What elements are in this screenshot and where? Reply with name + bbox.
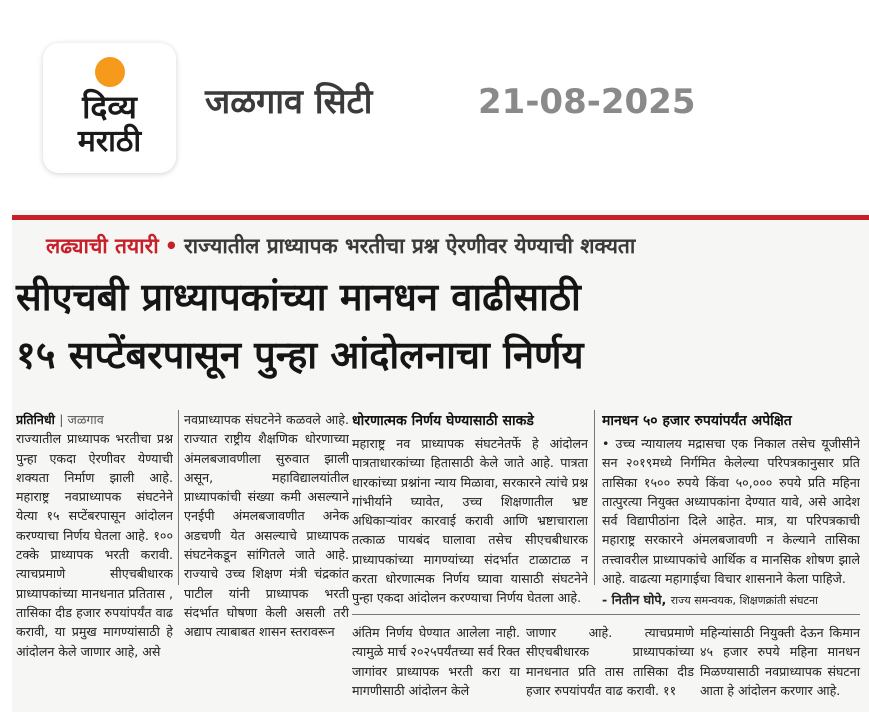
bottom-column-3: महिन्यांसाठी नियुक्ती देऊन किमान ४५ हजार रुपये महिना मानधन मिळण्यासाठी नवप्राध्यापक संघटना आता हे आंदोलन करणार आहे.: [700, 625, 860, 698]
column-1: [16, 410, 173, 661]
column-1-text: राज्यातील प्राध्यापक भरतीचा प्रश्न पुन्हा एकदा ऐरणीवर येण्याची शक्यता निर्माण झाली आहे. महाराष्ट्र नवप्राध्यापक संघटनेने येत्या १५ सप्टेंबरपासून आंदोलन करण्याचा निर्णय घेतला आहे. १०० टक्के प्राध्यापक भरती करावी. त्याचप्रमाणे सीएचबीधारक प्राध्यापकांच्या मानधनात प्रतितास , तासिका दीड हजार रुपयांपर्यंत वाढ करावी, या प्रमुख मागण्यांसाठी हे आंदोलन केले जाणार आहे, असे: [16, 431, 173, 659]
column-3-subhead: धोरणात्मक निर्णय घेण्यासाठी साकडे: [352, 413, 534, 429]
logo-text-divya: दिव्य: [82, 88, 137, 126]
sun-icon: [95, 57, 125, 87]
column-4-subhead: मानधन ५० हजार रुपयांपर्यंत अपेक्षित: [602, 413, 792, 429]
column-4-text: • उच्च न्यायालय मद्रासचा एक निकाल तसेच यूजीसीने सन २०१९मध्ये निर्गमित केलेल्या परिपत्रकानुसार प्रति तासिका १५०० रुपये किंवा ५०,००० रुपये प्रति महिना तात्पुरत्या नियुक्त अध्यापकांना देण्यात यावे, असे आदेश सर्व विद्यापीठांना दिले आहेत. मात्र, या परिपत्रकाची महाराष्ट्र सरकारने अंमलबजावणी न केल्याने तासिका तत्त्वावरील प्राध्यापकांचे आर्थिक व मानसिक शोषण झाले आहे. वाढत्या महागाईचा विचार शासनाने केला पाहिजे.: [602, 436, 860, 587]
column-4-attribution: - नितीन घोपे, राज्य समन्वयक, शिक्षणक्रांती संघटना: [602, 592, 818, 608]
column-4: [602, 410, 860, 611]
kicker-text: राज्यातील प्राध्यापक भरतीचा प्रश्न ऐरणीवर येण्याची शक्यता: [184, 234, 636, 258]
bottom-column-1: अंतिम निर्णय घेण्यात आलेला नाही. त्यामुळे मार्च २०२५पर्यंतच्या सर्व रिक्त जागांवर प्राध्यापक भरती करा या मागणीसाठी आंदोलन केले: [352, 625, 520, 698]
edition-date: 21-08-2025: [478, 82, 696, 122]
column-2-text: नवप्राध्यापक संघटनेने कळवले आहे. राज्यात राष्ट्रीय शैक्षणिक धोरणाच्या अंमलबजावणीला सुरुवात झाली असून, महाविद्यालयांतील प्राध्यापकांची संख्या कमी असल्याने एनईपी अंमलबजावणीत अनेक अडचणी येत असल्याचे प्राध्यापक संघटनेकडून सांगितले जाते आहे. राज्याचे उच्च शिक्षण मंत्री चंद्रकांत पाटील यांनी प्राध्यापक भरती संदर्भात घोषणा केली असली तरी अद्याप त्याबाबत शासन स्तरावरून: [184, 412, 349, 640]
top-red-rule: [12, 215, 869, 220]
edition-title: जळगाव सिटी: [205, 82, 373, 122]
headline: [16, 268, 869, 384]
column-divider: [178, 410, 179, 585]
byline: प्रतिनिधी | जळगाव: [16, 412, 104, 427]
logo-text-marathi: मराठी: [77, 124, 142, 159]
kicker-bullet: •: [164, 234, 179, 258]
column-2: [184, 410, 349, 642]
column-3-text: महाराष्ट्र नव प्राध्यापक संघटनेतर्फे हे आंदोलन पात्रताधारकांच्या हितासाठी केले जाते आहे. पात्रता धारकांच्या प्रश्नांना न्याय मिळावा, सरकारने त्यांचे प्रश्न गांभीर्याने घ्यावेत, उच्च शिक्षणातील भ्रष्ट अधिकाऱ्यांवर कारवाई करावी आणि भ्रष्टाचाराला तत्काळ पायबंद घालावा तसेच सीएचबीधारक प्राध्यापकांच्या मागण्यांच्या संदर्भात टाळाटाळ न करता धोरणात्मक निर्णय घ्यावा यासाठी संघटनेने पुन्हा एकदा आंदोलन करण्याचा निर्णय घेतला आहे.: [352, 436, 588, 606]
kicker-label: लढ्याची तयारी: [46, 234, 159, 258]
headline-line-2: १५ सप्टेंबरपासून पुन्हा आंदोलनाचा निर्णय: [16, 333, 584, 377]
bottom-column-2: जाणार आहे. त्याचप्रमाणे सीएचबीधारक प्राध्यापकांच्या मानधनात प्रति तास तासिका दीड हजार रुपयांपर्यंत वाढ करावी. ११: [526, 625, 694, 698]
news-clipping: [12, 210, 869, 712]
byline-place: | जळगाव: [59, 412, 104, 427]
headline-line-1: सीएचबी प्राध्यापकांच्या मानधन वाढीसाठी: [16, 275, 581, 319]
attribution-role: राज्य समन्वयक, शिक्षणक्रांती संघटना: [670, 594, 818, 608]
column-3: [352, 410, 588, 608]
newspaper-logo: [43, 43, 176, 173]
kicker: [46, 230, 635, 262]
section-rule: [352, 614, 860, 615]
column-divider: [594, 410, 595, 585]
